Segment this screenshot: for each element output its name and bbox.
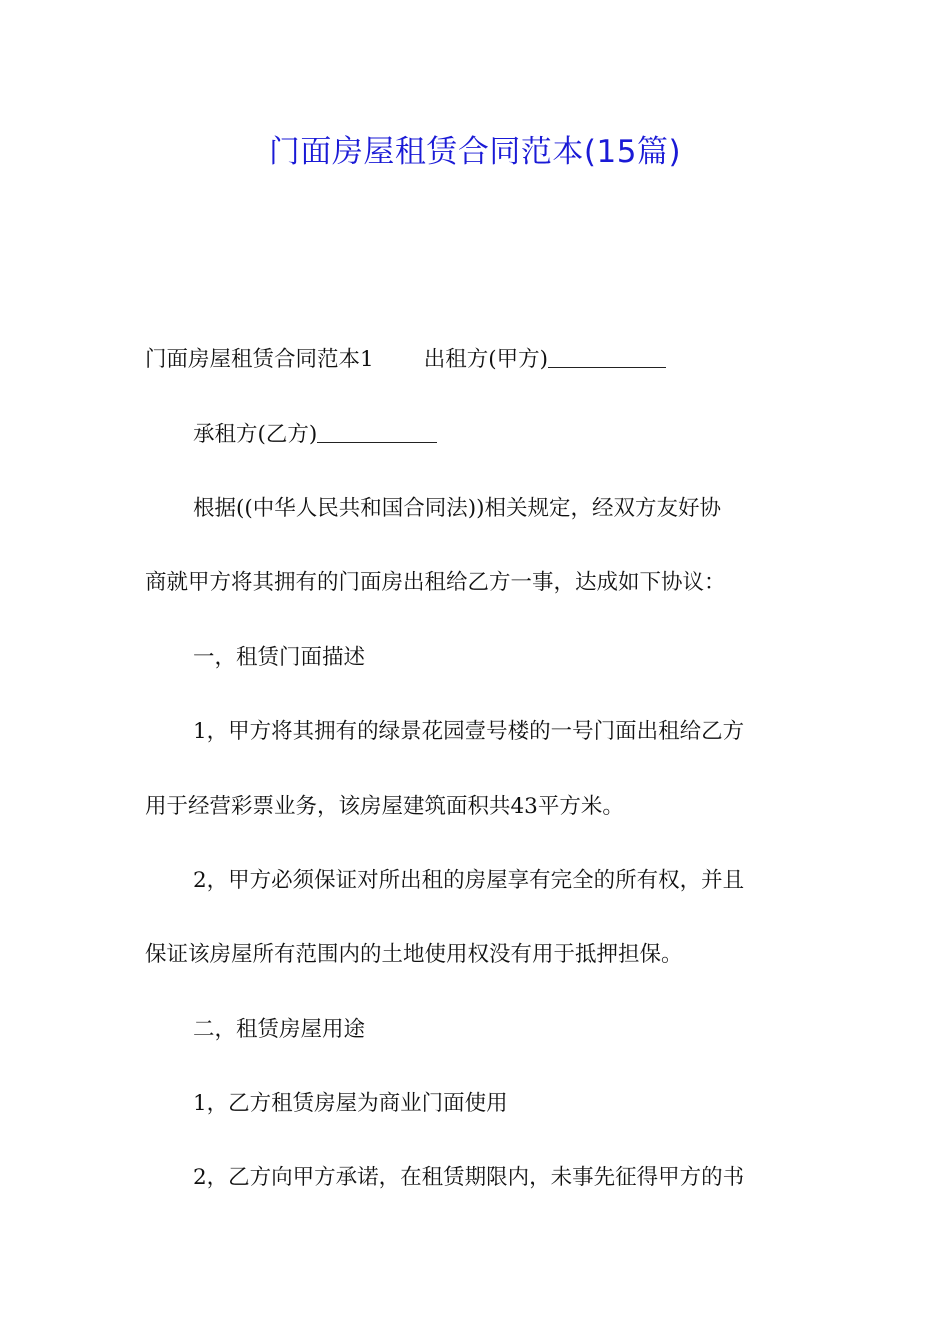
contract-label: 门面房屋租赁合同范本1 [145,347,374,372]
paragraph-line: 根据((中华人民共和国合同法))相关规定，经双方友好协 [193,496,722,521]
section-heading: 一，租赁门面描述 [193,645,366,670]
lessee-line [0,420,950,450]
document-title: 门面房屋租赁合同范本(15篇) [268,134,682,170]
paragraph-line: 商就甲方将其拥有的门面房出租给乙方一事，达成如下协议： [145,570,726,595]
heading-line [0,345,950,375]
paragraph-line: 用于经营彩票业务，该房屋建筑面积共43平方米。 [145,794,624,819]
paragraph-line: 保证该房屋所有范围内的土地使用权没有用于抵押担保。 [145,942,683,967]
lessor-blank-line [548,347,666,368]
section-heading: 二，租赁房屋用途 [193,1017,366,1042]
paragraph-line: 2，甲方必须保证对所出租的房屋享有完全的所有权，并且 [193,868,745,893]
paragraph-line: 2，乙方向甲方承诺，在租赁期限内，未事先征得甲方的书 [193,1165,745,1190]
paragraph-line: 1，乙方租赁房屋为商业门面使用 [193,1091,508,1116]
lessee-blank-line [317,422,437,443]
paragraph-line: 1，甲方将其拥有的绿景花园壹号楼的一号门面出租给乙方 [193,719,745,744]
lessee-label: 承租方(乙方) [193,422,318,447]
lessor-label: 出租方(甲方) [423,347,548,372]
